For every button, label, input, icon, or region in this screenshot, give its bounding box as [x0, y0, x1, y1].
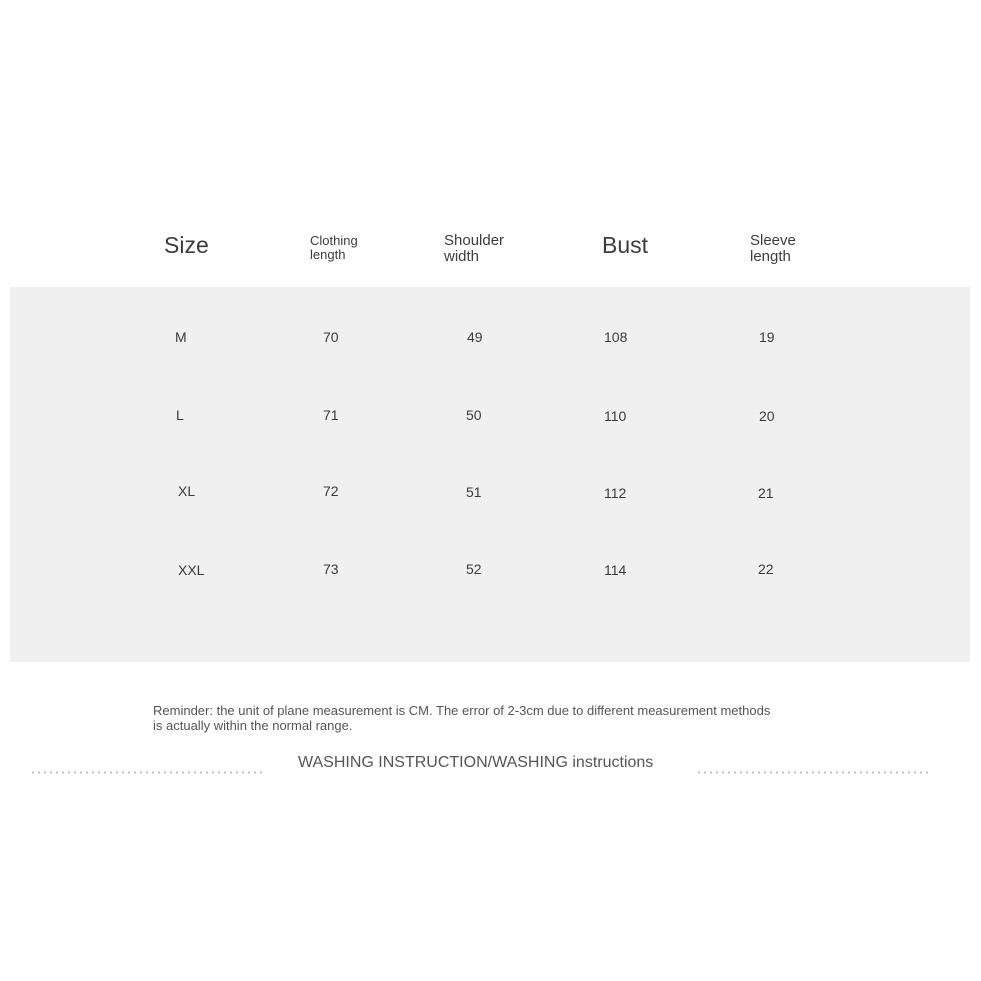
cell-shoulder-width-l: 50 [466, 407, 482, 423]
header-clothing-length-line2: length [310, 246, 346, 262]
header-sleeve-length [750, 233, 796, 265]
size-table-panel [10, 287, 970, 662]
header-shoulder-width-line2: width [444, 247, 480, 265]
washing-instructions-title: WASHING INSTRUCTION/WASHING instructions [298, 754, 654, 771]
cell-clothing-length-m: 70 [323, 329, 339, 345]
cell-bust-xl: 112 [604, 485, 627, 501]
cell-bust-xxl: 114 [604, 562, 627, 578]
reminder-line1: Reminder: the unit of plane measurement is CM. The error of 2-3cm due to different measurement methods [153, 703, 771, 718]
cell-bust-m: 108 [604, 329, 628, 345]
cell-size-xl: XL [178, 483, 196, 499]
measurement-reminder [153, 703, 853, 733]
cell-shoulder-width-xl: 51 [466, 484, 482, 500]
cell-clothing-length-l: 71 [323, 407, 339, 423]
cell-sleeve-length-xl: 21 [758, 485, 774, 501]
cell-sleeve-length-xxl: 22 [758, 561, 774, 577]
header-clothing-length-line1: Clothing [310, 233, 358, 248]
cell-size-m: M [175, 329, 187, 345]
cell-sleeve-length-m: 19 [759, 329, 775, 345]
cell-bust-l: 110 [604, 408, 627, 424]
reminder-line2: is actually within the normal range. [153, 718, 353, 733]
header-clothing-length [310, 234, 358, 261]
cell-clothing-length-xl: 72 [323, 483, 339, 499]
header-sleeve-length-line2: length [750, 247, 791, 265]
cell-clothing-length-xxl: 73 [323, 561, 339, 577]
dotted-divider-left [30, 771, 266, 774]
cell-size-xxl: XXL [178, 562, 205, 578]
cell-sleeve-length-l: 20 [759, 408, 775, 424]
cell-shoulder-width-m: 49 [467, 329, 483, 345]
header-bust: Bust [602, 232, 649, 258]
header-shoulder-width [444, 233, 504, 265]
cell-size-l: L [176, 407, 184, 423]
dotted-divider-right [696, 771, 932, 774]
header-sleeve-length-line1: Sleeve [750, 232, 796, 249]
header-size: Size [164, 232, 209, 258]
cell-shoulder-width-xxl: 52 [466, 561, 482, 577]
header-shoulder-width-line1: Shoulder [444, 232, 505, 249]
